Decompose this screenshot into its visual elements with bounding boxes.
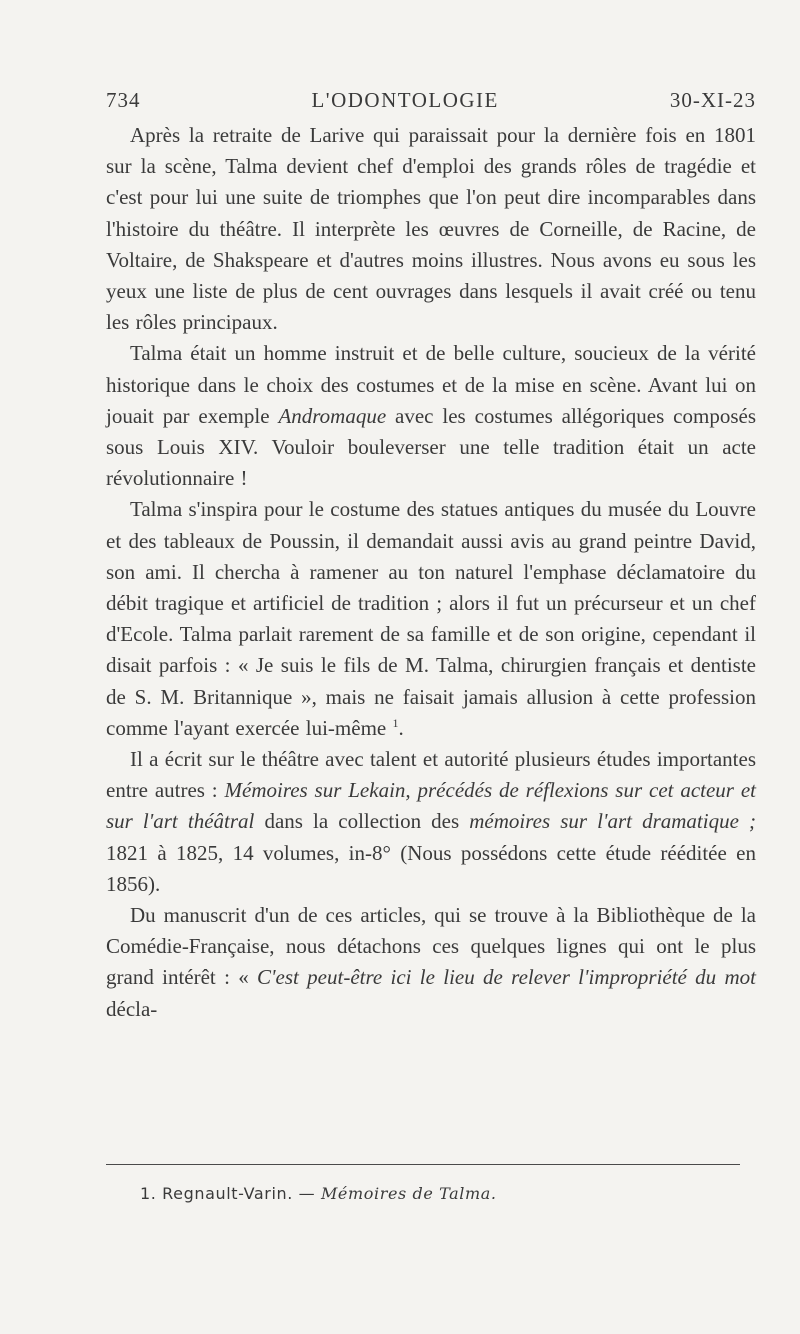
italic-title: C'est peut-être ici le lieu de relever l'impropriété du mot (257, 965, 756, 990)
footnote-author: Regnault-Varin. — (162, 1184, 316, 1203)
paragraph (106, 338, 756, 494)
paragraph (106, 744, 756, 900)
footnote (140, 1184, 497, 1203)
footnote-title: Mémoires de Talma. (320, 1184, 497, 1203)
italic-title: mémoires sur l'art dramatique ; (469, 809, 756, 834)
text-run: avec les costumes allégoriques composés sous Louis XIV. Vouloir bouleverser une telle tradition était un acte révolutionnaire ! (106, 403, 756, 491)
text-run: dans la collection des (254, 809, 470, 834)
running-header (106, 88, 756, 120)
paragraph (106, 494, 756, 744)
article-body (106, 120, 756, 1025)
footnote-marker: 1 (392, 715, 399, 730)
journal-title: L'ODONTOLOGIE (311, 88, 499, 112)
issue-date: 30-XI-23 (669, 88, 756, 112)
paragraph (106, 900, 756, 1025)
text-run: Il a écrit sur le théâtre avec talent et autorité plusieurs études importantes entre autres : (106, 747, 756, 803)
book-page (106, 88, 756, 1203)
italic-title: Andromaque (278, 403, 387, 428)
text-run: 1821 à 1825, 14 volumes, in-8° (Nous possédons cette étude rééditée en 1856). (106, 840, 756, 896)
text-run: Après la retraite de Larive qui paraissait pour la dernière fois en 1801 sur la scène, Talma devient chef d'emploi des grands rôles de tragédie et c'est pour lui une suite de triomphes que l'on peut dire incomparables dans l'histoire du théâtre. Il interprète les œuvres de Corneille, de Racine, de Voltaire, de Shakspeare et d'autres moins illustres. Nous avons eu sous les yeux une liste de plus de cent ouvrages dans lesquels il avait créé ou tenu les rôles principaux. (106, 123, 756, 335)
text-run: décla- (106, 996, 158, 1021)
footnote-number: 1. (140, 1184, 157, 1203)
text-run: Du manuscrit d'un de ces articles, qui se trouve à la Bibliothèque de la Comédie-Française, nous détachons ces quelques lignes qui ont le plus grand intérêt : « (106, 903, 756, 990)
paragraph (106, 120, 756, 338)
italic-title: Mémoires sur Lekain, précédés de réflexions sur cet acteur et sur l'art théâtral (106, 778, 756, 834)
footnote-divider (106, 1164, 740, 1165)
page-number: 734 (106, 88, 141, 112)
text-run: Talma s'inspira pour le costume des statues antiques du musée du Louvre et des tableaux de Poussin, il demandait aussi avis au grand peintre David, son ami. Il chercha à ramener au ton naturel l'emphase déclamatoire du débit tragique et artificiel de tradition ; alors il fut un précurseur et un chef d'Ecole. Talma parlait rarement de sa famille et de son origine, cependant il disait parfois : « Je suis le fils de M. Talma, chirurgien français et dentiste de S. M. Britannique », mais ne faisait jamais allusion à cette profession comme l'ayant exercée lui-même (106, 497, 756, 740)
text-run: . (398, 715, 404, 740)
text-run: Talma était un homme instruit et de belle culture, soucieux de la vérité historique dans le choix des costumes et de la mise en scène. Avant lui on jouait par exemple (106, 341, 756, 428)
